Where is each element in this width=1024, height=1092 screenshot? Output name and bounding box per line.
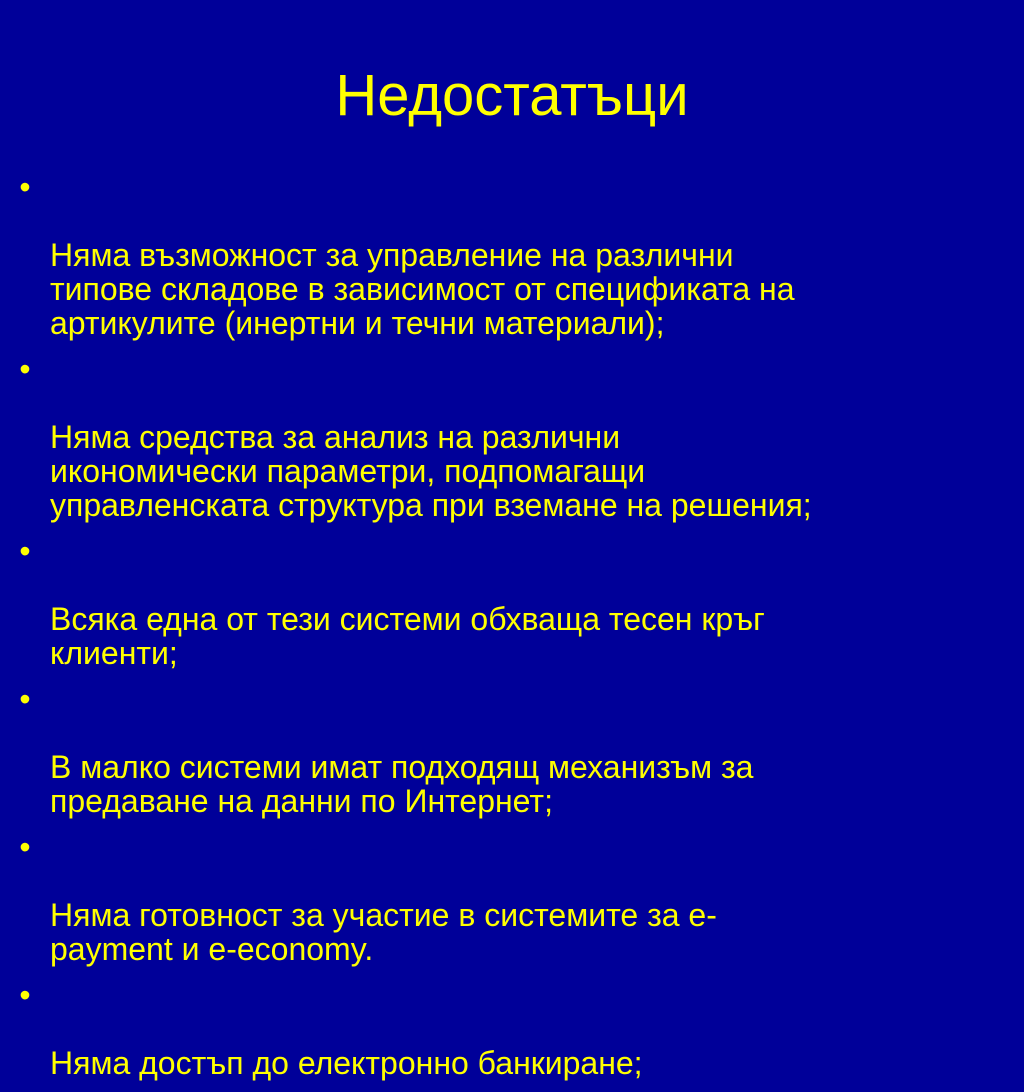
- bullet-item-5: [12, 830, 1018, 966]
- bullet-icon: •: [19, 977, 31, 1013]
- bullet-item-4: [12, 682, 1018, 818]
- slide-title: Недостатъци: [335, 63, 689, 128]
- bullet-icon: •: [19, 681, 31, 717]
- bullet-text: Няма достъп до електронно банкиране;: [50, 1045, 643, 1081]
- bullet-item-3: [12, 534, 1018, 670]
- bullet-icon: •: [19, 169, 31, 205]
- bullet-item-6: [12, 978, 1018, 1080]
- bullet-text: В малко системи имат подходящ механизъм за предаване на данни по Интернет;: [50, 749, 754, 819]
- bullet-text: Няма средства за анализ на различни икономически параметри, подпомагащи управленската структура при вземане на решения;: [50, 419, 812, 523]
- bullet-icon: •: [19, 533, 31, 569]
- bullet-item-2: [12, 352, 1018, 522]
- bullet-list: [12, 170, 1018, 1092]
- bullet-text: Всяка една от тези системи обхваща тесен кръг клиенти;: [50, 601, 765, 671]
- bullet-icon: •: [19, 351, 31, 387]
- bullet-text: Няма готовност за участие в системите за е- payment и е-economy.: [50, 897, 717, 967]
- bullet-item-1: [12, 170, 1018, 340]
- bullet-text: Няма възможност за управление на различни типове складове в зависимост от спецификата на артикулите (инертни и течни материали);: [50, 237, 795, 341]
- bullet-icon: •: [19, 829, 31, 865]
